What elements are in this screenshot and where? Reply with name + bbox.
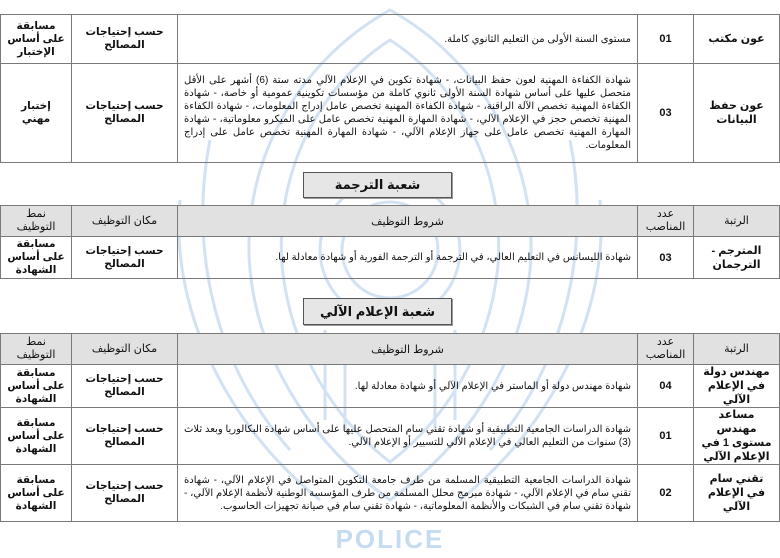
rank-cell: مساعد مهندس مستوى 1 في الإعلام الآلي (694, 408, 780, 465)
mode-cell: مسابقة على أساس الشهادة (1, 465, 72, 522)
conditions-cell: شهادة الدراسات الجامعية التطبيقية المسلمة من طرف جامعة التكوين المتواصل في الإعلام الآلي، - شهادة تقني سام في الإعلام الآلي، - شهادة مبرمج محلل المسلمة من طرف المؤسسة الوطنية لأنظمة الإعلام الآلي، - شهادة تقني سام في الشبكات والأنظمة المعلوماتية، - شهادة تقني سام في صيانة تجهيزات الحاسوب. (178, 465, 638, 522)
conditions-cell: شهادة الليسانس في التعليم العالي، في الترجمة أو الترجمة الفورية أو شهادة معادلة لها. (178, 237, 638, 279)
rank-cell: تقني سام في الإعلام الآلي (694, 465, 780, 522)
count-cell: 01 (638, 408, 694, 465)
mode-cell: مسابقة على أساس الشهادة (1, 365, 72, 408)
conditions-cell: مستوى السنة الأولى من التعليم الثانوي كاملة. (178, 15, 638, 64)
section-title-translation: شعبة الترجمة (303, 172, 452, 198)
rank-cell: المترجم - الترجمان (694, 237, 780, 279)
place-cell: حسب إحتياجات المصالح (72, 465, 178, 522)
recruitment-table-translation (0, 205, 780, 279)
place-cell: حسب إحتياجات المصالح (72, 64, 178, 163)
rank-cell: عون مكتب (694, 15, 780, 64)
header-rank: الرتبة (694, 334, 780, 365)
table-row (1, 15, 780, 64)
count-cell: 03 (638, 237, 694, 279)
count-cell: 01 (638, 15, 694, 64)
table-row (1, 465, 780, 522)
header-count: عدد المناصب (638, 206, 694, 237)
header-mode: نمط التوظيف (1, 334, 72, 365)
conditions-cell: شهادة الكفاءة المهنية لعون حفظ البيانات، - شهادة تكوين في الإعلام الآلي مدته ستة (6) أشهر على الأقل متحصل عليها على أساس شهادة السنة الأولى ثانوي كاملة من مؤسسات تكوينية عمومية أو خاصة، - شهادة الكفاءة المهنية تخصص الآلة الراقنة، - شهادة الكفاءة المهنية تخصص عامل إدراج المعلومات، - شهادة الكفاءة المهنية تخصص حجز في الإعلام الآلي، - شهادة المهارة المهنية تخصص عامل على الميكرو معلوماتية، - شهادة المهارة المهنية تخصص عامل على جهاز الإعلام الآلي، - شهادة المهارة المهنية تخصص عامل على إدراج المعلومات. (178, 64, 638, 163)
table-header-row (1, 206, 780, 237)
recruitment-table-it (0, 333, 780, 522)
place-cell: حسب إحتياجات المصالح (72, 365, 178, 408)
table-row (1, 365, 780, 408)
header-count: عدد المناصب (638, 334, 694, 365)
table-row (1, 408, 780, 465)
header-rank: الرتبة (694, 206, 780, 237)
watermark-police-text: POLICE (335, 524, 445, 554)
mode-cell: إختبار مهني (1, 64, 72, 163)
rank-cell: مهندس دولة في الإعلام الآلي (694, 365, 780, 408)
place-cell: حسب إحتياجات المصالح (72, 408, 178, 465)
header-mode: نمط التوظيف (1, 206, 72, 237)
header-place: مكان التوظيف (72, 334, 178, 365)
place-cell: حسب إحتياجات المصالح (72, 15, 178, 64)
header-conditions: شروط التوظيف (178, 334, 638, 365)
rank-cell: عون حفظ البيانات (694, 64, 780, 163)
recruitment-table-top (0, 14, 780, 163)
count-cell: 03 (638, 64, 694, 163)
conditions-cell: شهادة الدراسات الجامعية التطبيقية أو شهادة تقني سام المتحصل عليها على أساس شهادة البكالوريا وبعد ثلاث (3) سنوات من التعليم العالي في الإعلام الآلي للتسيير أو الإعلام الآلي. (178, 408, 638, 465)
section-title-it: شعبة الإعلام الآلي (303, 298, 452, 325)
count-cell: 02 (638, 465, 694, 522)
header-place: مكان التوظيف (72, 206, 178, 237)
conditions-cell: شهادة مهندس دولة أو الماستر في الإعلام الآلي أو شهادة معادلة لها. (178, 365, 638, 408)
mode-cell: مسابقة على أساس الإختبار (1, 15, 72, 64)
table-header-row (1, 334, 780, 365)
mode-cell: مسابقة على أساس الشهادة (1, 408, 72, 465)
place-cell: حسب إحتياجات المصالح (72, 237, 178, 279)
mode-cell: مسابقة على أساس الشهادة (1, 237, 72, 279)
header-conditions: شروط التوظيف (178, 206, 638, 237)
table-row (1, 64, 780, 163)
table-row (1, 237, 780, 279)
count-cell: 04 (638, 365, 694, 408)
